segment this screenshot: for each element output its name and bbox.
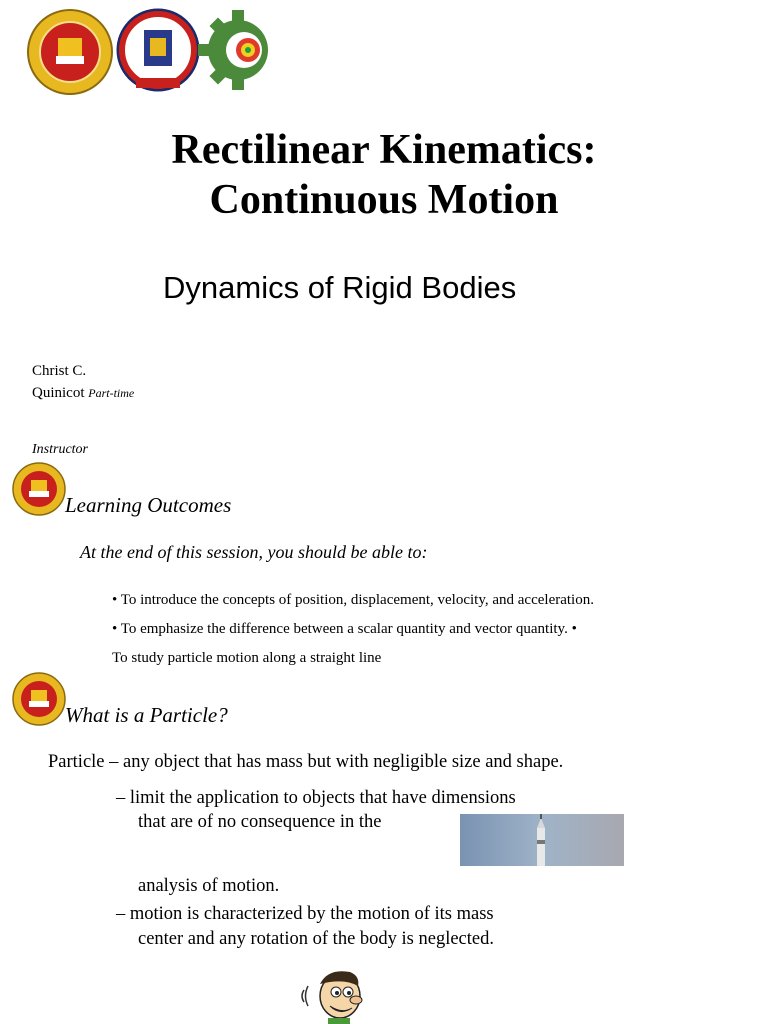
particle-point-1c: analysis of motion.: [138, 876, 280, 896]
list-item: • To emphasize the difference between a scalar quantity and vector quantity. •: [112, 621, 577, 637]
author-surname: Quinicot: [32, 385, 85, 401]
particle-point-2a: – motion is characterized by the motion of its mass: [116, 904, 494, 924]
header-logos: [26, 8, 276, 96]
author-name-line1: Christ C.: [32, 363, 87, 379]
college-engineering-seal-icon: [118, 10, 198, 90]
rocket-launch-image: [460, 814, 624, 866]
list-item: • To introduce the concepts of position, displacement, velocity, and acceleration.: [112, 592, 594, 608]
gear-logo-icon: [198, 10, 268, 90]
learning-outcomes-heading: Learning Outcomes: [65, 493, 232, 517]
author-name-line2: [32, 382, 134, 404]
particle-heading: What is a Particle?: [65, 703, 228, 727]
particle-definition: Particle – any object that has mass but with negligible size and shape.: [48, 752, 564, 772]
university-seal-small-icon: [12, 462, 66, 516]
particle-point-2b: center and any rotation of the body is neglected.: [138, 929, 494, 949]
particle-point-1a: – limit the application to objects that have dimensions: [116, 788, 516, 808]
cartoon-mascot-image: [298, 966, 368, 1024]
title-line-1: Rectilinear Kinematics:: [171, 127, 597, 173]
university-seal-icon: [28, 10, 112, 94]
author-block: [32, 360, 134, 404]
author-role: Part-time: [88, 386, 135, 400]
university-seal-small-icon: [12, 672, 66, 726]
page-title: [0, 125, 768, 225]
learning-outcomes-list: [112, 586, 712, 673]
subtitle: Dynamics of Rigid Bodies: [163, 270, 517, 305]
author-title: Instructor: [32, 442, 88, 457]
list-item: To study particle motion along a straight line: [112, 650, 382, 666]
title-line-2: Continuous Motion: [209, 177, 559, 223]
learning-outcomes-intro: At the end of this session, you should be able to:: [80, 542, 428, 562]
particle-point-1b: that are of no consequence in the: [138, 812, 382, 832]
